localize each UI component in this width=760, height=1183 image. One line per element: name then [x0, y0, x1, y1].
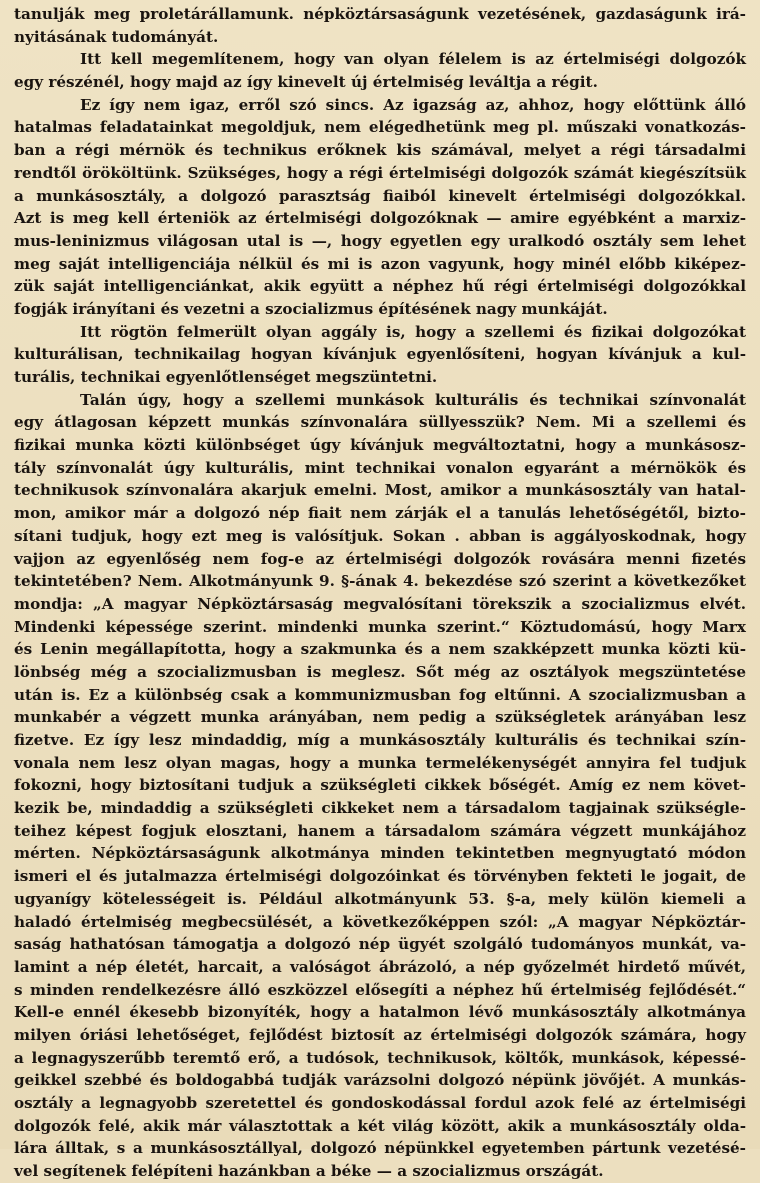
text-line: lönbség még a szocializmusban is meglesz. Sőt még az osztályok megszüntetése: [14, 662, 746, 681]
body-text: [14, 3, 746, 1183]
text-line: milyen óriási lehetőséget, fejlődést biztosít az értelmiségi dolgozók számára, hogy: [14, 1025, 746, 1044]
text-line: osztály a legnagyobb szeretettel és gondoskodással fordul azok felé az értelmiségi: [14, 1094, 746, 1112]
text-line: kezik be, mindaddig a szükségleti cikkeket nem a társadalom tagjainak szükségle-: [14, 799, 746, 818]
paragraph: [14, 3, 746, 48]
paragraph: [14, 321, 746, 389]
text-line: tekintetében? Nem. Alkotmányunk 9. §-ának 4. bekezdése szó szerint a következőket: [14, 572, 746, 591]
text-line: Mindenki képessége szerint. mindenki munka szerint.“ Köztudomású, hogy Marx: [14, 617, 746, 636]
text-line: rendtől örököltünk. Szükséges, hogy a régi értelmiségi dolgozók számát kiegészítsük: [14, 163, 746, 182]
text-line: mondja: „A magyar Népköztársaság megvalósítani törekszik a szocializmus elvét.: [14, 594, 746, 613]
text-line: kulturálisan, technikailag hogyan kívánjuk egyenlősíteni, hogyan kívánjuk a kul-: [14, 345, 746, 364]
text-line: Itt rögtön felmerült olyan aggály is, hogy a szellemi és fizikai dolgozókat: [80, 322, 746, 341]
text-line: dolgozók felé, akik már választottak a két világ között, akik a munkásosztály olda-: [14, 1116, 746, 1135]
text-line: Azt is meg kell érteniök az értelmiségi dolgozóknak — amire egyébként a marxiz-: [14, 209, 746, 228]
text-line: Kell-e ennél ékesebb bizonyíték, hogy a hatalmon lévő munkásosztály alkotmánya: [14, 1003, 746, 1022]
text-line: mérten. Népköztársaságunk alkotmánya minden tekintetben megnyugtató módon: [14, 844, 746, 863]
text-line: után is. Ez a különbség csak a kommunizmusban fog eltűnni. A szocializmusban a: [14, 685, 746, 704]
text-line: és Lenin megállapította, hogy a szakmunka és a nem szakképzett munka közti kü-: [14, 640, 746, 659]
text-line: egy részénél, hogy majd az így kinevelt új értelmiség leváltja a régit.: [14, 73, 598, 92]
text-line: a legnagyszerűbb teremtő erő, a tudósok, technikusok, költők, munkások, képessé-: [14, 1048, 746, 1067]
text-line: haladó értelmiség megbecsülését, a következőképpen szól: „A magyar Népköztár-: [14, 912, 746, 931]
text-line: meg saját intelligenciája nélkül és mi is azon vagyunk, hogy minél előbb kiképez-: [14, 254, 746, 273]
paragraph: [14, 48, 746, 93]
text-line: tály színvonalát úgy kulturális, mint technikai vonalon egyaránt a mérnökök és: [14, 458, 746, 477]
text-line: mon, amikor már a dolgozó nép fiait nem zárják el a tanulás lehetőségétől, bizto-: [14, 504, 746, 523]
text-line: vel segítenek felépíteni hazánkban a béke — a szocializmus országát.: [14, 1162, 604, 1181]
text-line: hatalmas feladatainkat megoldjuk, nem elégedhetünk meg pl. műszaki vonatkozás-: [14, 118, 746, 137]
text-line: nyitásának tudományát.: [14, 27, 219, 46]
text-line: lamint a nép életét, harcait, a valóságot ábrázoló, a nép győzelmét hirdető művét,: [14, 957, 746, 976]
text-line: fizikai munka közti különbséget úgy kívánjuk megváltoztatni, hogy a munkásosz-: [14, 436, 746, 455]
text-line: fokozni, hogy biztosítani tudjuk a szükségleti cikkek bőségét. Amíg ez nem követ-: [14, 776, 746, 795]
text-line: ban a régi mérnök és technikus erőknek kis számával, melyet a régi társadalmi: [14, 141, 746, 160]
text-line: geikkel szebbé és boldogabbá tudják varázsolni dolgozó népünk jövőjét. A munkás-: [14, 1071, 746, 1090]
text-line: vonala nem lesz olyan magas, hogy a munka termelékenységét annyira fel tudjuk: [14, 753, 746, 772]
text-line: tanulják meg proletárállamunk. népköztársaságunk vezetésének, gazdaságunk irá-: [14, 5, 746, 23]
text-line: Talán úgy, hogy a szellemi munkások kulturális és technikai színvonalát: [80, 390, 746, 409]
text-line: munkabér a végzett munka arányában, nem pedig a szükségletek arányában lesz: [14, 708, 746, 727]
text-line: saság hathatósan támogatja a dolgozó nép ügyét szolgáló tudományos munkát, va-: [14, 935, 746, 954]
text-line: s minden rendelkezésre álló eszközzel elősegíti a néphez hű értelmiség fejlődését.“: [14, 980, 746, 999]
text-line: turális, technikai egyenlőtlenséget megszüntetni.: [14, 368, 438, 386]
text-line: mus-leninizmus világosan utal is —, hogy egyetlen egy uralkodó osztály sem lehet: [14, 231, 746, 250]
text-line: ugyanígy kötelességeit is. Például alkotmányunk 53. §-a, mely külön kiemeli a: [14, 889, 746, 908]
text-line: ismeri el és jutalmazza értelmiségi dolgozóinkat és törvényben fekteti le jogait, de: [14, 867, 746, 886]
text-line: sítani tudjuk, hogy ezt meg is valósítjuk. Sokan . abban is aggályoskodnak, hogy: [14, 526, 746, 545]
text-line: teihez képest fogjuk elosztani, hanem a társadalom számára végzett munkájához: [14, 821, 746, 840]
text-line: lára álltak, s a munkásosztállyal, dolgozó népünkkel egyetemben pártunk vezetésé-: [14, 1139, 746, 1158]
text-line: fizetve. Ez így lesz mindaddig, míg a munkásosztály kulturális és technikai szín-: [14, 731, 746, 749]
text-line: a munkásosztály, a dolgozó parasztság fiaiból kinevelt értelmiségi dolgozókkal.: [14, 186, 746, 205]
text-line: egy átlagosan képzett munkás színvonalára süllyesszük? Nem. Mi a szellemi és: [14, 413, 746, 432]
text-line: Itt kell megemlítenem, hogy van olyan félelem is az értelmiségi dolgozók: [80, 50, 746, 69]
text-line: vajjon az egyenlőség nem fog-e az értelmiségi dolgozók rovására menni fizetés: [14, 549, 746, 568]
text-line: technikusok színvonalára akarjuk emelni. Most, amikor a munkásosztály van hatal-: [14, 481, 746, 500]
paragraph: [14, 94, 746, 321]
text-line: zük saját intelligenciánkat, akik együtt a néphez hű régi értelmiségi dolgozókkal: [14, 277, 746, 296]
text-line: Ez így nem igaz, erről szó sincs. Az igazság az, ahhoz, hogy előttünk álló: [80, 95, 746, 114]
paragraph: [14, 389, 746, 1183]
text-line: fogják irányítani és vezetni a szocializmus építésének nagy munkáját.: [14, 299, 608, 318]
